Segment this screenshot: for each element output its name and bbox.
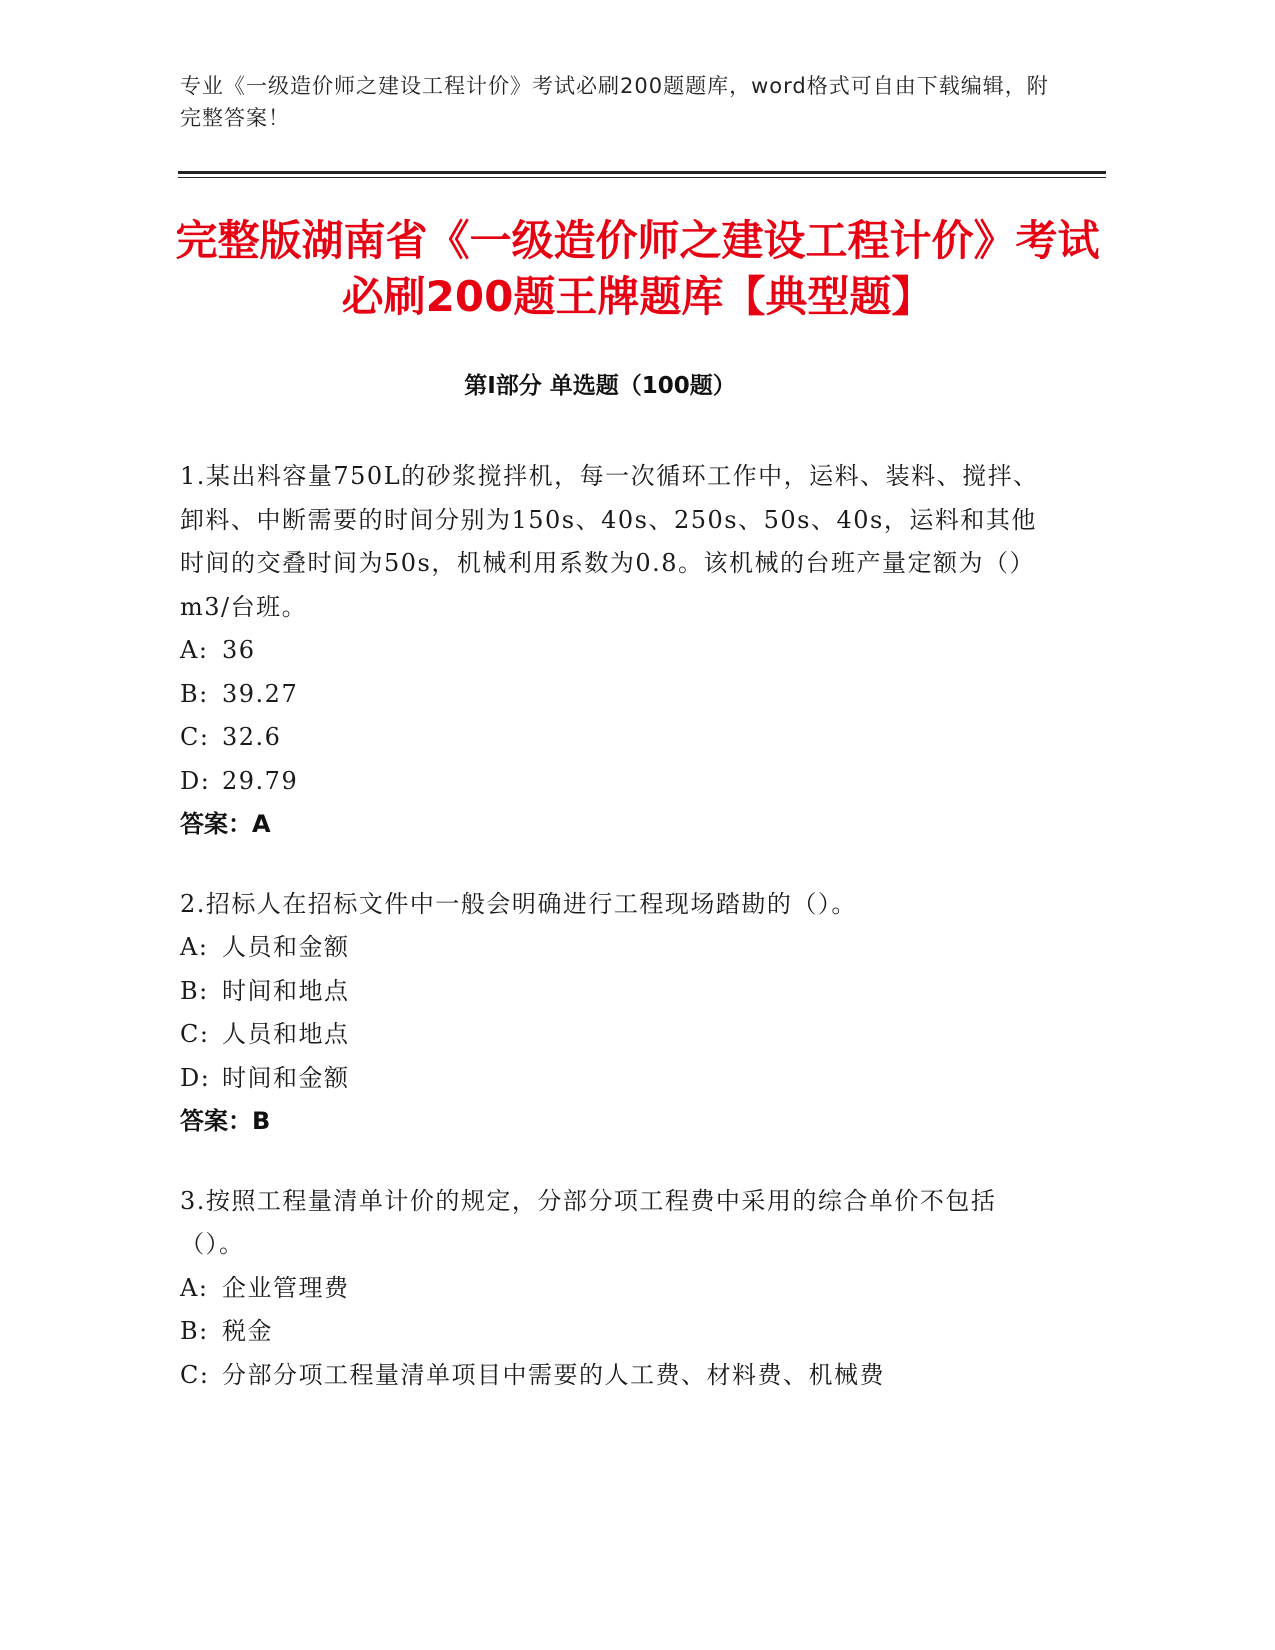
option-text: 分部分项工程量清单项目中需要的人工费、材料费、机械费: [222, 1360, 885, 1389]
option-text: 39.27: [222, 679, 299, 708]
option-text: 29.79: [222, 766, 299, 795]
option-text: 人员和地点: [222, 1020, 350, 1048]
option-a: [180, 926, 1040, 970]
option-letter: C:: [180, 723, 210, 751]
option-d: [180, 1057, 1040, 1101]
question-text: 3.按照工程量清单计价的规定，分部分项工程费中采用的综合单价不包括（）。: [180, 1186, 997, 1258]
option-text: 时间和金额: [222, 1063, 350, 1092]
question-2: [180, 883, 1040, 1144]
option-letter: B:: [180, 976, 209, 1005]
option-letter: C:: [180, 1360, 210, 1389]
answer-label: 答案：B: [180, 1107, 271, 1135]
option-text: 32.6: [222, 723, 282, 751]
question-text: 2.招标人在招标文件中一般会明确进行工程现场踏勘的（）。: [180, 889, 857, 918]
option-c: [180, 1354, 1040, 1398]
option-text: 时间和地点: [222, 976, 350, 1005]
question-list: [180, 455, 1040, 1433]
option-c: [180, 1013, 1040, 1057]
question-1: [180, 455, 1040, 847]
option-b: [180, 970, 1040, 1014]
header-rule-thin: [178, 177, 1106, 178]
option-d: [180, 760, 1040, 804]
option-a: [180, 629, 1040, 673]
option-letter: B:: [180, 1317, 209, 1345]
option-letter: D:: [180, 1063, 211, 1092]
document-title: 完整版湖南省《一级造价师之建设工程计价》考试必刷200题王牌题库【典型题】: [175, 216, 1100, 321]
option-letter: A:: [180, 636, 209, 664]
section-heading: 第Ⅰ部分 单选题（100题）: [464, 373, 736, 399]
option-text: 企业管理费: [222, 1273, 350, 1302]
option-text: 36: [222, 636, 256, 664]
answer-label: 答案：A: [180, 810, 271, 838]
option-letter: A:: [180, 933, 209, 961]
option-b: [180, 1310, 1040, 1354]
option-b: [180, 673, 1040, 717]
question-3: [180, 1180, 1040, 1398]
option-letter: C:: [180, 1020, 210, 1048]
question-text: 1.某出料容量750L的砂浆搅拌机，每一次循环工作中，运料、装料、搅拌、卸料、中断需要的时间分别为150s、40s、250s、50s、40s，运料和其他时间的交叠时间为50s，机械利用系数为0.8。该机械的台班产量定额为（）m3/台班。: [180, 462, 1039, 621]
option-letter: B:: [180, 679, 209, 708]
header-note: 专业《一级造价师之建设工程计价》考试必刷200题题库，word格式可自由下载编辑，附完整答案！: [180, 74, 1049, 130]
option-text: 税金: [222, 1317, 273, 1345]
option-c: [180, 716, 1040, 760]
option-a: [180, 1267, 1040, 1311]
header-rule-thick: [178, 171, 1106, 174]
option-letter: A:: [180, 1273, 209, 1302]
option-text: 人员和金额: [222, 933, 350, 961]
option-letter: D:: [180, 766, 211, 795]
